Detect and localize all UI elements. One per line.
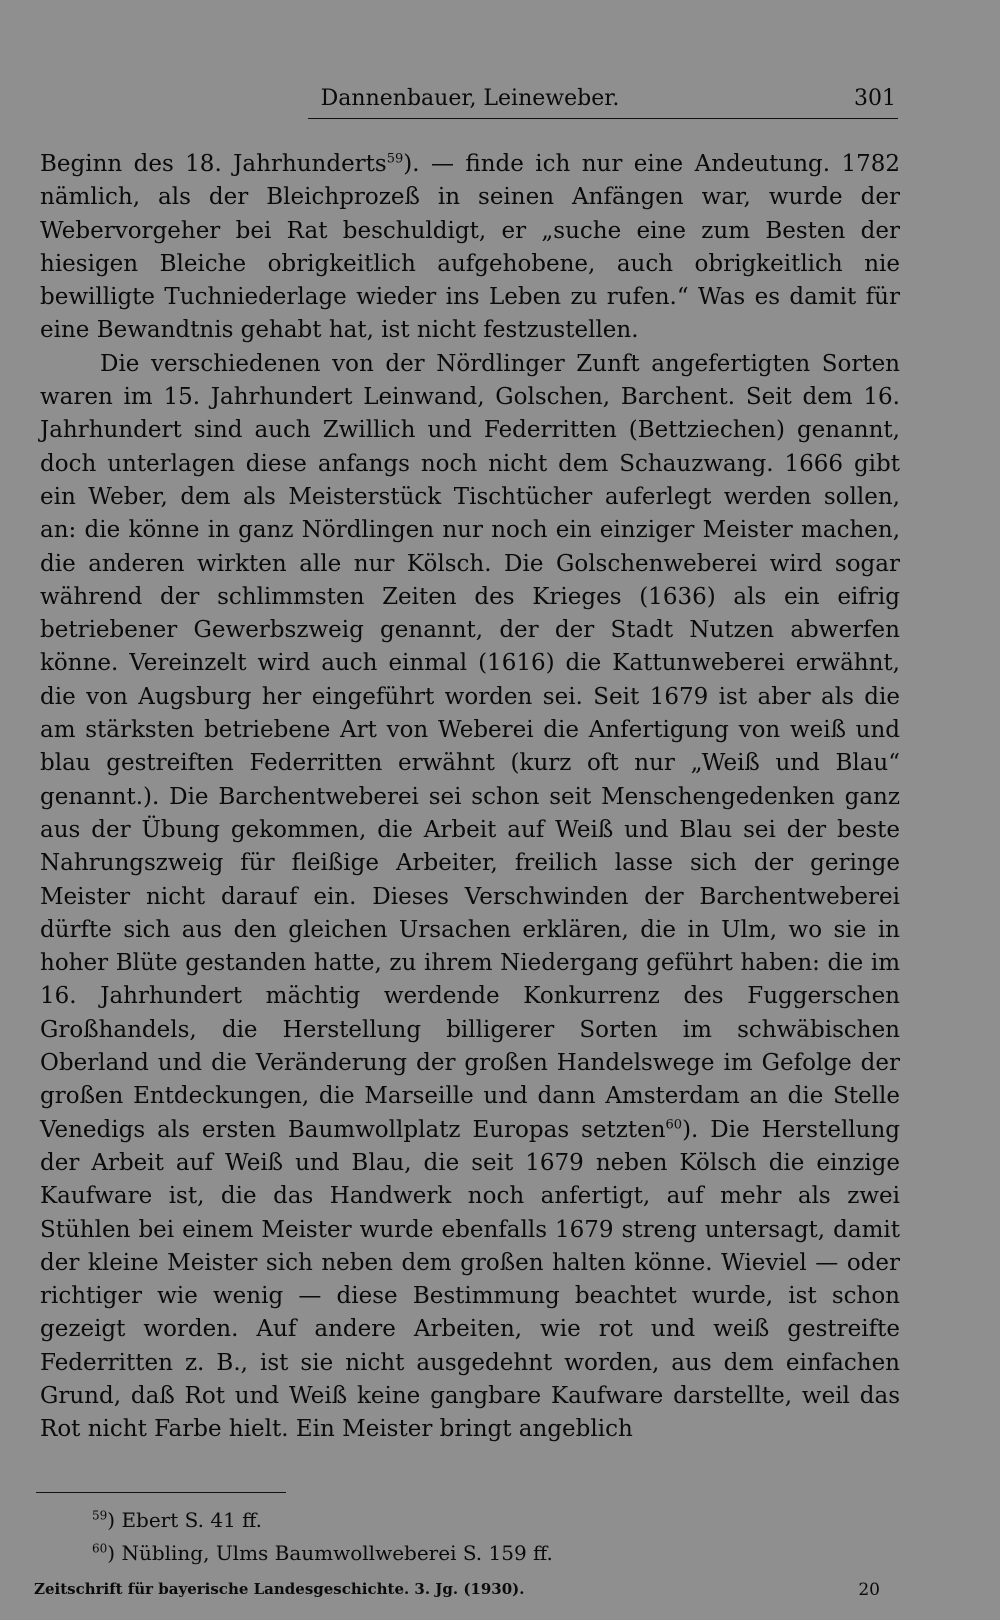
page-number: 301 [854,86,896,111]
paragraph-2-text-a: Die verschiedenen von der Nördlinger Zunft angefertigten Sorten waren im 15. Jahrhundert Leinwand, Golschen, Barchent. Seit dem 16. Jahrhundert sind auch Zwillich und Federritten (Bettziechen) genannt, doch unterlagen diese anfangs noch nicht dem Schauzwang. 1666 gibt ein Weber, dem als Meisterstück Tischtücher auferlegt werden sollen, an: die könne in ganz Nördlingen nur noch ein einziger Meister machen, die anderen wirkten alle nur Kölsch. Die Golschenweberei wird sogar während der schlimmsten Zeiten des Krieges (1636) als ein eifrig betriebener Gewerbszweig genannt, der der Stadt Nutzen abwerfen könne. Vereinzelt wird auch einmal (1616) die Kattunweberei erwähnt, die von Augsburg her eingeführt worden sei. Seit 1679 ist aber als die am stärksten betriebene Art von Weberei die Anfertigung von weiß und blau gestreiften Federritten erwähnt (kurz oft nur „Weiß und Blau“ genannt.). Die Barchentweberei sei schon seit Menschengedenken ganz aus der Übung gekommen, die Arbeit auf Weiß und Blau sei der beste Nahrungszweig für fleißige Arbeiter, freilich lasse sich der geringe Meister nicht darauf ein. Dieses Verschwinden der Barchentweberei dürfte sich aus den gleichen Ursachen erklären, die in Ulm, wo sie in hoher Blüte gestanden hatte, zu ihrem Niedergang geführt haben: die im 16. Jahrhundert mächtig werdende Konkurrenz des Fuggerschen Großhandels, die Herstellung billigerer Sorten im schwäbischen Oberland und die Veränderung der großen Handelswege im Gefolge der großen Entdeckungen, die Marseille und dann Amsterdam an die Stelle Venedigs als ersten Baumwollplatz Europas setzten [40,350,900,1143]
body-text [40,148,900,1447]
footnote-text: ) Ebert S. 41 ff. [107,1508,262,1532]
footnote-60 [92,1537,892,1570]
footnote-ref-59: 59 [386,151,404,167]
footnote-ref-60: 60 [665,1116,683,1132]
footnote-number: 60 [92,1541,108,1556]
running-title: Dannenbauer, Leineweber. [320,86,620,111]
paragraph-2 [40,348,900,1447]
paragraph-2-text-b: ). Die Herstellung der Arbeit auf Weiß und Blau, die seit 1679 neben Kölsch die einzige Kaufware ist, die das Handwerk noch anfertigt, auf mehr als zwei Stühlen bei einem Meister wurde ebenfalls 1679 streng untersagt, damit der kleine Meister sich neben dem großen halten könne. Wieviel — oder richtiger wie wenig — diese Bestimmung beachtet wurde, ist schon gezeigt worden. Auf andere Arbeiten, wie rot und weiß gestreifte Federritten z. B., ist sie nicht ausgedehnt worden, aus dem einfachen Grund, daß Rot und Weiß keine gangbare Kaufware darstellte, weil das Rot nicht Farbe hielt. Ein Meister bringt angeblich [40,1116,900,1443]
footnote-number: 59 [92,1508,108,1523]
footnote-59 [92,1504,892,1537]
journal-citation: Zeitschrift für bayerische Landesgeschichte. 3. Jg. (1930). [34,1580,525,1598]
paragraph-1-text-b: ). — finde ich nur eine Andeutung. 1782 nämlich, als der Bleichprozeß in seinen Anfängen war, wurde der Webervorgeher bei Rat beschuldigt, er „suche eine zum Besten der hiesigen Bleiche obrigkeitlich aufgehobene, auch obrigkeitlich nie bewilligte Tuchniederlage wieder ins Leben zu rufen.“ Was es damit für eine Bewandtnis gehabt hat, ist nicht festzustellen. [40,151,900,344]
page-header [40,82,900,118]
footnotes [92,1504,892,1570]
footnote-text: ) Nübling, Ulms Baumwollweberei S. 159 ff. [107,1541,553,1565]
footnote-rule [36,1492,286,1493]
sheet-number: 20 [858,1580,880,1600]
paragraph-1-text-a: Beginn des 18. Jahrhunderts [40,151,387,177]
header-rule [308,118,898,119]
paragraph-1 [40,148,900,348]
